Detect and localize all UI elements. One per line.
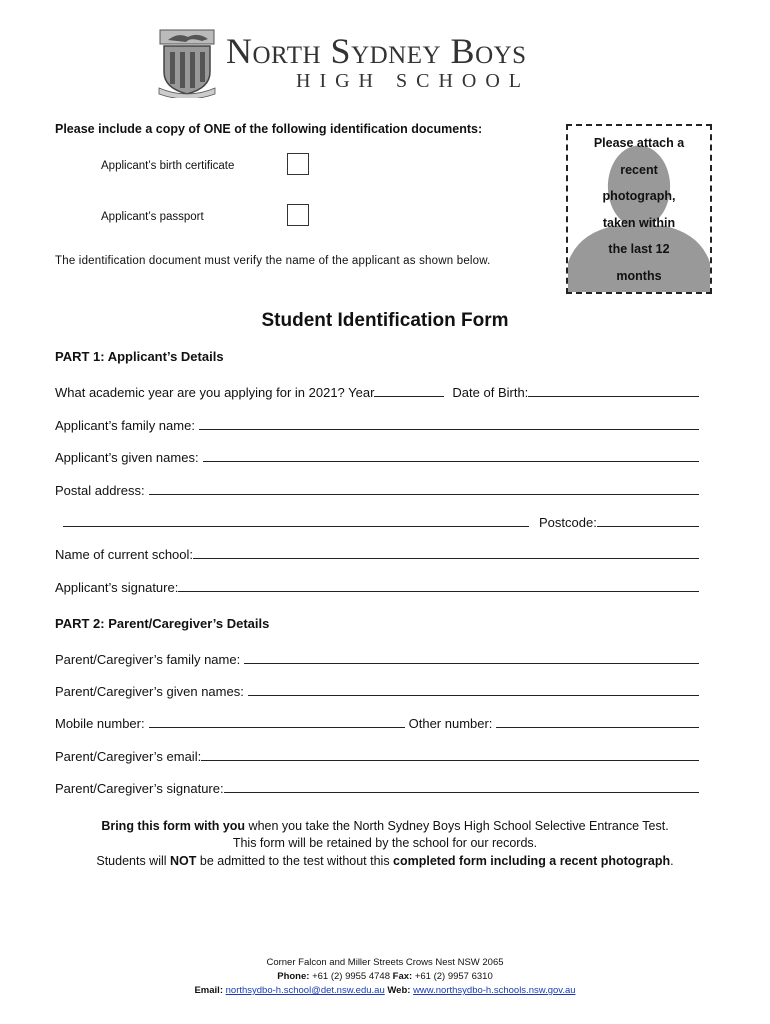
given-names-field[interactable] — [203, 447, 699, 462]
parent-email-label: Parent/Caregiver’s email: — [55, 749, 202, 764]
phone-number: +61 (2) 9955 4748 — [309, 971, 393, 982]
parent-signature-row — [55, 776, 699, 796]
footer-contact-numbers — [0, 971, 770, 982]
footer-links — [0, 985, 770, 996]
postal-address-field[interactable] — [149, 480, 699, 495]
id-documents-heading: Please include a copy of ONE of the following identification documents: — [55, 122, 483, 136]
photo-line: Please attach a — [593, 136, 685, 150]
fax-label: Fax: — [392, 971, 413, 982]
applicant-signature-field[interactable] — [178, 577, 699, 592]
postal-address-row — [55, 478, 699, 498]
school-subtitle: HIGH SCHOOL — [296, 70, 530, 92]
email-label: Email: — [194, 985, 223, 996]
postal-address-line2-field[interactable] — [63, 512, 529, 527]
academic-year-label: What academic year are you applying for in 2021? Year — [55, 385, 375, 400]
dob-field[interactable] — [528, 382, 699, 397]
passport-checkbox[interactable] — [287, 204, 309, 226]
parent-family-name-label: Parent/Caregiver’s family name: — [55, 652, 241, 667]
parent-given-names-row — [55, 679, 699, 699]
parent-email-row — [55, 744, 699, 764]
family-name-label: Applicant’s family name: — [55, 418, 195, 433]
part1-heading: PART 1: Applicant’s Details — [55, 349, 224, 364]
notice-line1-text: when you take the North Sydney Boys High School Selective Entrance Test. — [245, 819, 669, 833]
notice-completed-form: completed form including a recent photograph — [393, 854, 671, 868]
academic-year-field[interactable] — [374, 382, 444, 397]
phone-label: Phone: — [277, 971, 310, 982]
parent-family-name-field[interactable] — [244, 649, 699, 664]
phone-numbers-row — [55, 711, 699, 731]
footer-address: Corner Falcon and Miller Streets Crows Nest NSW 2065 — [266, 957, 504, 968]
family-name-field[interactable] — [199, 415, 699, 430]
notice-not: NOT — [170, 854, 197, 868]
applicant-signature-row — [55, 575, 699, 595]
postcode-field[interactable] — [597, 512, 699, 527]
parent-signature-label: Parent/Caregiver’s signature: — [55, 781, 224, 796]
fax-number: +61 (2) 9957 6310 — [412, 971, 493, 982]
given-names-label: Applicant’s given names: — [55, 450, 199, 465]
photo-attachment-box[interactable] — [566, 124, 712, 294]
parent-family-name-row — [55, 647, 699, 667]
notice-line-2: This form will be retained by the school for our records. — [232, 836, 538, 850]
web-label: Web: — [387, 985, 411, 996]
notice-line3-end: . — [670, 854, 674, 868]
academic-year-row — [55, 380, 699, 400]
photo-line: taken within — [602, 215, 676, 230]
postal-address-label: Postal address: — [55, 483, 145, 498]
photo-instructions — [568, 130, 710, 289]
current-school-label: Name of current school: — [55, 547, 194, 562]
birth-certificate-label: Applicant’s birth certificate — [101, 160, 235, 172]
notice-line3-b: be admitted to the test without this — [196, 854, 394, 868]
postcode-label: Postcode: — [539, 515, 597, 530]
notice-line3-a: Students will — [96, 854, 171, 868]
family-name-row — [55, 413, 699, 433]
web-link[interactable]: www.northsydbo-h.schools.nsw.gov.au — [413, 985, 576, 996]
email-link[interactable]: northsydbo-h.school@det.nsw.edu.au — [225, 985, 385, 996]
birth-certificate-checkbox[interactable] — [287, 153, 309, 175]
dob-label: Date of Birth: — [452, 385, 529, 400]
parent-signature-field[interactable] — [224, 778, 699, 793]
school-name: North Sydney Boys — [226, 31, 527, 71]
part2-heading: PART 2: Parent/Caregiver’s Details — [55, 616, 270, 631]
notice-bring-form: Bring this form with you — [101, 819, 246, 833]
applicant-signature-label: Applicant’s signature: — [55, 580, 179, 595]
current-school-field[interactable] — [193, 544, 699, 559]
parent-email-field[interactable] — [201, 746, 699, 761]
photo-line: months — [616, 268, 662, 283]
given-names-row — [55, 445, 699, 465]
notice-line-1 — [0, 819, 770, 833]
photo-line: the last 12 — [608, 242, 670, 256]
postal-address-line2-row — [55, 510, 699, 530]
passport-label: Applicant’s passport — [101, 211, 204, 223]
form-title: Student Identification Form — [261, 310, 509, 331]
school-crest-logo — [158, 28, 216, 98]
other-number-field[interactable] — [496, 713, 699, 728]
parent-given-names-field[interactable] — [248, 681, 699, 696]
mobile-number-label: Mobile number: — [55, 716, 145, 731]
mobile-number-field[interactable] — [149, 713, 405, 728]
id-document-note: The identification document must verify the name of the applicant as shown below. — [55, 255, 491, 267]
notice-line-3 — [0, 854, 770, 868]
current-school-row — [55, 542, 699, 562]
other-number-label: Other number: — [408, 716, 493, 731]
photo-line: recent — [620, 162, 658, 177]
parent-given-names-label: Parent/Caregiver’s given names: — [55, 684, 244, 699]
photo-line: photograph, — [602, 189, 676, 203]
